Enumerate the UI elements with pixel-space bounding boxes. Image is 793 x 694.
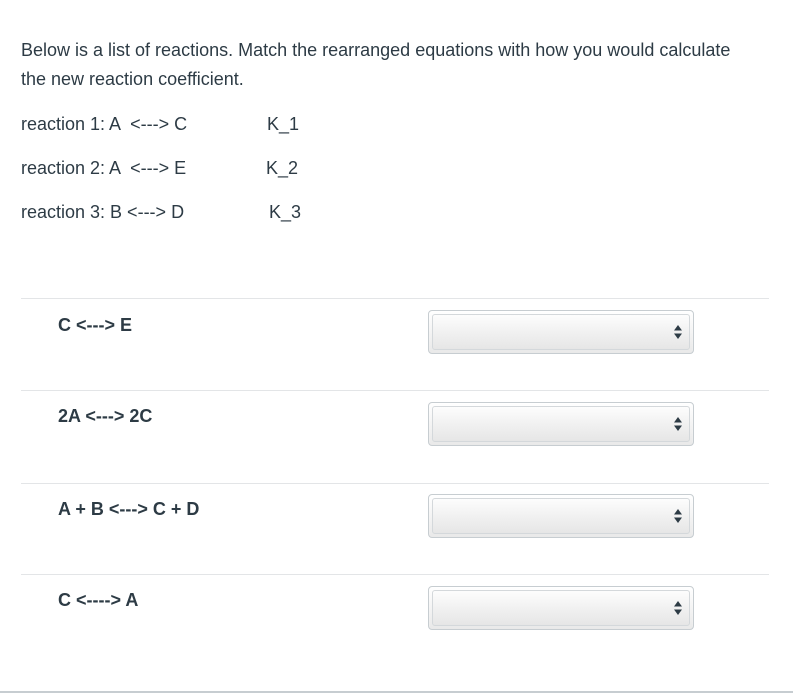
match-2-equation: 2A <---> 2C (58, 406, 153, 426)
reaction-2-equation: reaction 2: A <---> E (21, 158, 187, 178)
match-2-select[interactable] (428, 402, 694, 446)
match-1-select[interactable] (428, 310, 694, 354)
up-down-arrows-icon (673, 508, 683, 524)
match-2-select-inner[interactable] (432, 406, 690, 442)
reaction-3-constant: K_3 (269, 202, 302, 222)
match-3-equation: A + B <---> C + D (58, 499, 200, 519)
match-divider-1 (21, 298, 769, 299)
match-1-select-inner[interactable] (432, 314, 690, 350)
reaction-1-constant: K_1 (267, 114, 300, 134)
up-down-arrows-icon (673, 324, 683, 340)
up-down-arrows-icon (673, 600, 683, 616)
reaction-2-constant: K_2 (266, 158, 299, 178)
up-down-arrows-icon (673, 416, 683, 432)
question-prompt: Below is a list of reactions. Match the rearranged equations with how you would calculate the new reaction coefficient. (21, 40, 731, 89)
match-4-select[interactable] (428, 586, 694, 630)
reaction-1-equation: reaction 1: A <---> C (21, 114, 188, 134)
match-4-equation: C <----> A (58, 590, 139, 610)
match-divider-3 (21, 483, 769, 484)
question-bottom-border (0, 691, 793, 693)
match-1-equation: C <---> E (58, 315, 133, 335)
match-4-select-inner[interactable] (432, 590, 690, 626)
reaction-3-equation: reaction 3: B <---> D (21, 202, 185, 222)
match-3-select-inner[interactable] (432, 498, 690, 534)
match-divider-2 (21, 390, 769, 391)
match-3-select[interactable] (428, 494, 694, 538)
match-divider-4 (21, 574, 769, 575)
